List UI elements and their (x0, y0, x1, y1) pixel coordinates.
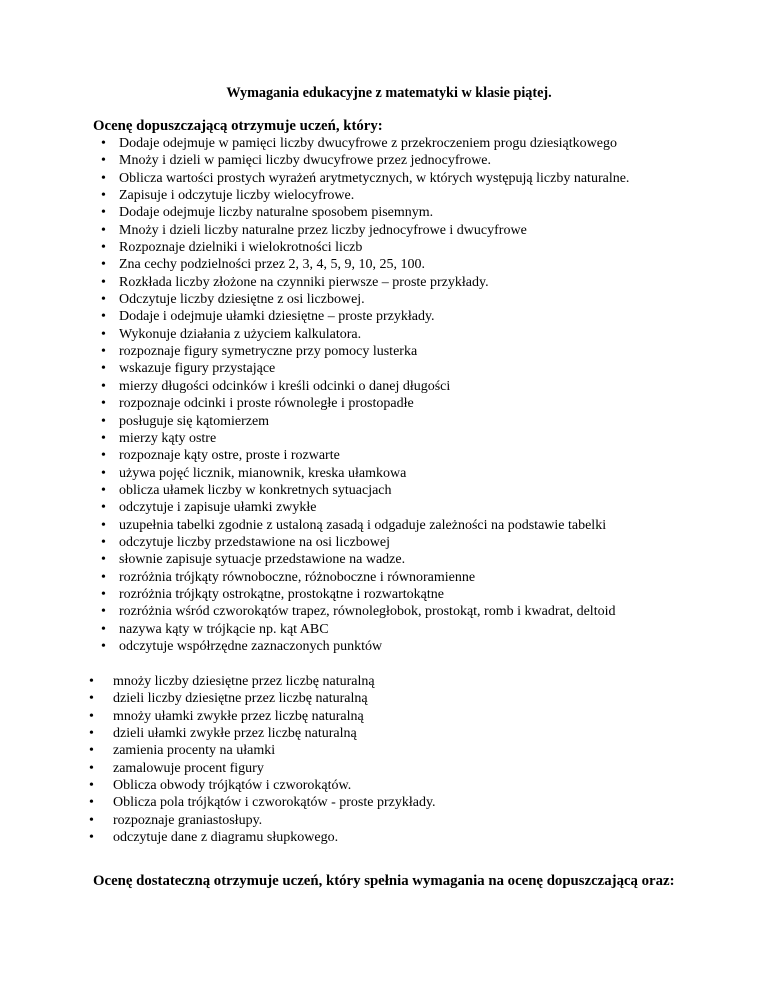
list-item-text: oblicza ułamek liczby w konkretnych sytuacjach (119, 482, 392, 498)
list-item-text: nazywa kąty w trójkącie np. kąt ABC (119, 621, 329, 637)
list-item-text: odczytuje współrzędne zaznaczonych punktów (119, 638, 383, 654)
list-item (0, 794, 768, 811)
bullet-icon: • (101, 500, 106, 516)
list-item (0, 343, 768, 360)
list-item (0, 274, 768, 291)
list-item (0, 708, 768, 725)
list-item (0, 725, 768, 742)
list-item (0, 378, 768, 395)
document-title: Wymagania edukacyjne z matematyki w klasie piątej. (226, 85, 552, 101)
bullet-icon: • (101, 517, 106, 533)
bullet-icon: • (101, 361, 106, 377)
bullet-icon: • (89, 778, 94, 794)
bullet-icon: • (101, 240, 106, 256)
list-item (0, 222, 768, 239)
bullet-icon: • (89, 726, 94, 742)
bullet-icon: • (101, 430, 106, 446)
list-item (0, 447, 768, 464)
list-item (0, 603, 768, 620)
list-item-text: dzieli ułamki zwykłe przez liczbę naturalną (113, 726, 357, 742)
list-item-text: słownie zapisuje sytuacje przedstawione na wadze. (119, 552, 406, 568)
bullet-icon: • (101, 326, 106, 342)
list-item-text: Oblicza wartości prostych wyrażeń arytmetycznych, w których występują liczby naturalne. (119, 170, 630, 186)
list-item-text: odczytuje i zapisuje ułamki zwykłe (119, 500, 317, 516)
list-item-text: Oblicza obwody trójkątów i czworokątów. (113, 778, 352, 794)
list-item (0, 517, 768, 534)
list-item (0, 742, 768, 759)
list-item (0, 812, 768, 829)
bullet-icon: • (101, 136, 106, 151)
list-item-text: Dodaje odejmuje w pamięci liczby dwucyfrowe z przekroczeniem progu dziesiątkowego (119, 136, 617, 151)
list-item (0, 534, 768, 551)
list-item (0, 760, 768, 777)
bullet-icon: • (89, 708, 94, 724)
bullet-icon: • (101, 465, 106, 481)
list-item (0, 777, 768, 794)
bullet-icon: • (101, 205, 106, 221)
list-item-text: dzieli liczby dziesiętne przez liczbę naturalną (113, 691, 368, 707)
list-item-text: Zna cechy podzielności przez 2, 3, 4, 5, 9, 10, 25, 100. (119, 257, 425, 273)
requirements-list-dopuszczajaca (0, 135, 768, 655)
list-item (0, 569, 768, 586)
list-item-text: mierzy długości odcinków i kreśli odcinki o danej długości (119, 378, 451, 394)
list-item-text: zamalowuje procent figury (113, 760, 264, 776)
bullet-icon: • (101, 482, 106, 498)
bullet-icon: • (101, 413, 106, 429)
list-item-text: odczytuje liczby przedstawione na osi liczbowej (119, 534, 390, 550)
bullet-icon: • (101, 153, 106, 169)
list-item (0, 465, 768, 482)
bullet-icon: • (101, 448, 106, 464)
list-item (0, 673, 768, 690)
list-item (0, 360, 768, 377)
list-item-text: używa pojęć licznik, mianownik, kreska ułamkowa (119, 465, 407, 481)
list-item (0, 482, 768, 499)
list-item-text: Dodaje i odejmuje ułamki dziesiętne – proste przykłady. (119, 309, 435, 325)
list-item (0, 291, 768, 308)
section-heading-dopuszczajaca: Ocenę dopuszczającą otrzymuje uczeń, który: (93, 118, 383, 134)
list-item-text: Oblicza pola trójkątów i czworokątów - proste przykłady. (113, 795, 436, 811)
list-item-text: mierzy kąty ostre (119, 430, 217, 446)
bullet-icon: • (89, 830, 94, 846)
list-item-text: rozpoznaje figury symetryczne przy pomocy lusterka (119, 344, 418, 360)
list-item-text: Dodaje odejmuje liczby naturalne sposobem pisemnym. (119, 205, 434, 221)
list-item-text: Rozkłada liczby złożone na czynniki pierwsze – proste przykłady. (119, 274, 489, 290)
list-item (0, 256, 768, 273)
bullet-icon: • (101, 257, 106, 273)
list-item (0, 690, 768, 707)
list-item (0, 170, 659, 187)
list-item (0, 586, 768, 603)
list-item (0, 326, 768, 343)
list-item-text: uzupełnia tabelki zgodnie z ustaloną zasadą i odgaduje zależności na podstawie tabelki (119, 517, 607, 533)
bullet-icon: • (101, 396, 106, 412)
bullet-icon: • (101, 188, 106, 204)
bullet-icon: • (101, 604, 106, 620)
list-item-text: wskazuje figury przystające (119, 361, 276, 377)
section-heading-dostateczna: Ocenę dostateczną otrzymuje uczeń, który spełnia wymagania na ocenę dopuszczającą oraz: (93, 873, 675, 889)
list-item (0, 621, 768, 638)
bullet-icon: • (101, 309, 106, 325)
list-item (0, 308, 768, 325)
list-item-text: Zapisuje i odczytuje liczby wielocyfrowe. (119, 188, 355, 204)
bullet-icon: • (101, 569, 106, 585)
bullet-icon: • (89, 812, 94, 828)
list-item-text: Wykonuje działania z użyciem kalkulatora. (119, 326, 362, 342)
bullet-icon: • (101, 534, 106, 550)
bullet-icon: • (101, 170, 106, 186)
bullet-icon: • (89, 760, 94, 776)
list-item-text: rozpoznaje graniastosłupy. (113, 812, 263, 828)
list-item-text: zamienia procenty na ułamki (113, 743, 276, 759)
bullet-icon: • (89, 743, 94, 759)
list-item-text: rozróżnia trójkąty równoboczne, różnoboczne i równoramienne (119, 569, 476, 585)
bullet-icon: • (101, 274, 106, 290)
list-item (0, 430, 768, 447)
list-item-text: rozróżnia wśród czworokątów trapez, równoległobok, prostokąt, romb i kwadrat, deltoid (119, 604, 616, 620)
list-item-text: rozpoznaje kąty ostre, proste i rozwarte (119, 448, 340, 464)
bullet-icon: • (101, 292, 106, 308)
list-item-text: mnoży ułamki zwykłe przez liczbę naturalną (113, 708, 364, 724)
list-item (0, 152, 768, 169)
list-item (0, 829, 768, 846)
bullet-icon: • (101, 344, 106, 360)
bullet-icon: • (89, 795, 94, 811)
bullet-icon: • (101, 638, 106, 654)
requirements-list-continued (0, 673, 768, 846)
bullet-icon: • (89, 674, 94, 689)
list-item (0, 135, 768, 152)
list-item (0, 551, 768, 568)
bullet-icon: • (101, 378, 106, 394)
list-item-text: odczytuje dane z diagramu słupkowego. (113, 830, 339, 846)
list-item (0, 239, 768, 256)
list-item-text: Rozpoznaje dzielniki i wielokrotności liczb (119, 240, 363, 256)
list-item (0, 204, 768, 221)
bullet-icon: • (101, 621, 106, 637)
list-item-text: rozpoznaje odcinki i proste równoległe i prostopadłe (119, 396, 414, 412)
list-item-text: Mnoży i dzieli liczby naturalne przez liczby jednocyfrowe i dwucyfrowe (119, 222, 527, 238)
bullet-icon: • (101, 222, 106, 238)
list-item (0, 187, 768, 204)
bullet-icon: • (89, 691, 94, 707)
list-item (0, 413, 768, 430)
list-item (0, 638, 768, 655)
list-item-text: rozróżnia trójkąty ostrokątne, prostokątne i rozwartokątne (119, 586, 444, 602)
list-item-text: mnoży liczby dziesiętne przez liczbę naturalną (113, 674, 375, 689)
bullet-icon: • (101, 586, 106, 602)
list-item (0, 499, 768, 516)
list-item-text: posługuje się kątomierzem (119, 413, 270, 429)
list-item (0, 395, 768, 412)
bullet-icon: • (101, 552, 106, 568)
list-item-text: Mnoży i dzieli w pamięci liczby dwucyfrowe przez jednocyfrowe. (119, 153, 492, 169)
list-item-text: Odczytuje liczby dziesiętne z osi liczbowej. (119, 292, 365, 308)
